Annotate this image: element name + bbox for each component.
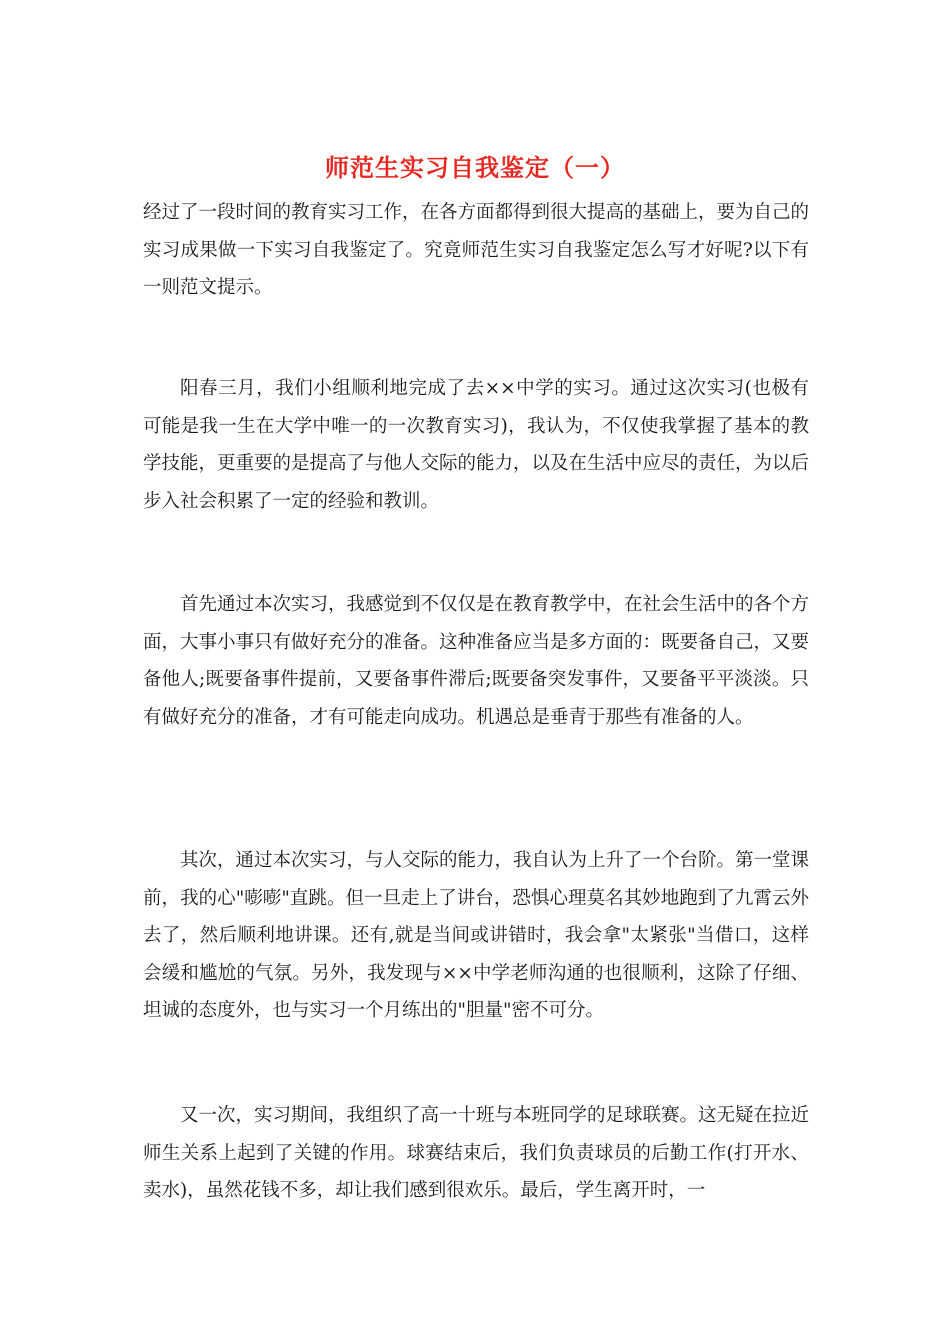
paragraph-1: 阳春三月，我们小组顺利地完成了去××中学的实习。通过这次实习(也极有可能是我一生在大学中唯一的一次教育实习)，我认为，不仅使我掌握了基本的教学技能，更重要的是提高了与他人交际的能力，以及在生活中应尽的责任，为以后步入社会积累了一定的经验和教训。 [143, 378, 810, 512]
document-title: 师范生实习自我鉴定（一） [325, 153, 625, 182]
paragraph-3: 其次，通过本次实习，与人交际的能力，我自认为上升了一个台阶。第一堂课前，我的心"嘭嘭"直跳。但一旦走上了讲台，恐惧心理莫名其妙地跑到了九霄云外去了，然后顺利地讲课。还有,就是当间或讲错时，我会拿"太紧张"当借口，这样会缓和尴尬的气氛。另外，我发现与××中学老师沟通的也很顺利，这除了仔细、坦诚的态度外，也与实习一个月练出的"胆量"密不可分。 [143, 850, 810, 1021]
paragraph-2: 首先通过本次实习，我感觉到不仅仅是在教育教学中，在社会生活中的各个方面，大事小事只有做好充分的准备。这种准备应当是多方面的：既要备自己，又要备他人;既要备事件提前，又要备事件滞后;既要备突发事件，又要备平平淡淡。只有做好充分的准备，才有可能走向成功。机遇总是垂青于那些有准备的人。 [143, 594, 810, 728]
paragraph-intro: 经过了一段时间的教育实习工作，在各方面都得到很大提高的基础上，要为自己的实习成果做一下实习自我鉴定了。究竟师范生实习自我鉴定怎么写才好呢?以下有一则范文提示。 [143, 202, 810, 298]
paragraph-4: 又一次，实习期间，我组织了高一十班与本班同学的足球联赛。这无疑在拉近师生关系上起到了关键的作用。球赛结束后，我们负责球员的后勤工作(打开水、卖水)，虽然花钱不多，却让我们感到很欢乐。最后，学生离开时，一 [143, 1105, 810, 1201]
